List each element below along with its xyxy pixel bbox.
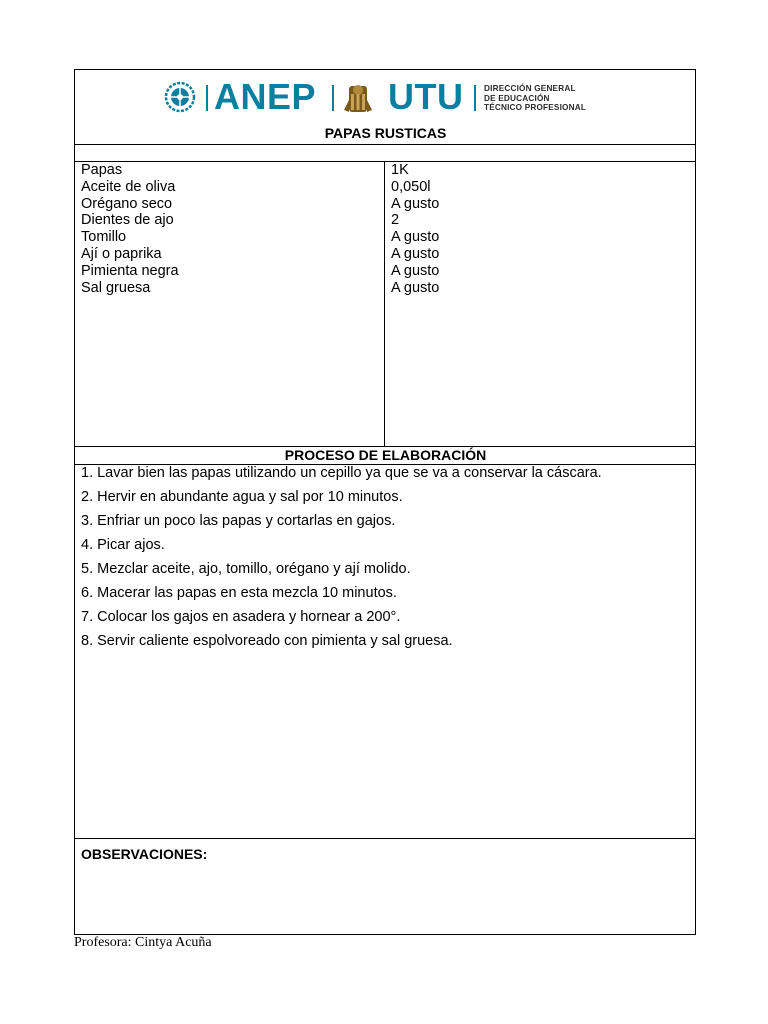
ingredient-name: Tomillo bbox=[81, 229, 127, 246]
ingredient-name: Orégano seco bbox=[81, 195, 173, 212]
utu-emblem-icon bbox=[340, 80, 376, 116]
direction-text: DIRECCIÓN GENERAL DE EDUCACIÓN TÉCNICO PROFESIONAL bbox=[484, 84, 587, 113]
teacher-credit: Profesora: Cintya Acuña bbox=[74, 935, 212, 950]
process-steps bbox=[81, 465, 602, 657]
anep-logo-text: ANEP bbox=[214, 76, 317, 117]
ingredient-amount: A gusto bbox=[391, 229, 440, 246]
recipe-title: PAPAS RUSTICAS bbox=[324, 125, 447, 141]
uruguay-seal-icon bbox=[164, 81, 196, 113]
ingredient-amount: 0,050l bbox=[391, 178, 431, 195]
logo-separator bbox=[206, 85, 208, 111]
ingredient-name: Sal gruesa bbox=[81, 279, 151, 296]
ingredient-amount: A gusto bbox=[391, 195, 440, 212]
institution-logo-header bbox=[162, 76, 592, 117]
logo-separator bbox=[332, 85, 334, 111]
ingredient-name: Aceite de oliva bbox=[81, 178, 176, 195]
process-step: 6. Macerar las papas en esta mezcla 10 minutos. bbox=[81, 585, 397, 601]
ingredient-amount: 1K bbox=[391, 162, 409, 178]
process-step: 2. Hervir en abundante agua y sal por 10 minutos. bbox=[81, 489, 403, 505]
ingredients-column-divider bbox=[384, 161, 385, 447]
process-step: 5. Mezclar aceite, ajo, tomillo, orégano y ají molido. bbox=[81, 561, 411, 577]
logo-separator bbox=[474, 85, 476, 111]
ingredient-names bbox=[81, 162, 179, 296]
process-step: 7. Colocar los gajos en asadera y hornear a 200°. bbox=[81, 609, 401, 625]
divider-observations bbox=[75, 838, 696, 839]
ingredient-amount: A gusto bbox=[391, 245, 440, 262]
ingredient-name: Pimienta negra bbox=[81, 262, 179, 279]
process-step: 8. Servir caliente espolvoreado con pimienta y sal gruesa. bbox=[81, 633, 453, 649]
ingredient-amount: A gusto bbox=[391, 279, 440, 296]
ingredient-amount: 2 bbox=[391, 212, 400, 229]
ingredient-amounts bbox=[391, 162, 439, 296]
process-step: 4. Picar ajos. bbox=[81, 537, 165, 553]
utu-logo-text: UTU bbox=[388, 76, 464, 117]
process-step: 3. Enfriar un poco las papas y cortarlas en gajos. bbox=[81, 513, 396, 529]
divider-header bbox=[75, 144, 696, 145]
ingredient-name: Papas bbox=[81, 162, 123, 178]
process-title: PROCESO DE ELABORACIÓN bbox=[284, 447, 487, 463]
ingredient-name: Ají o paprika bbox=[81, 245, 162, 262]
observations-label: OBSERVACIONES: bbox=[81, 846, 208, 862]
ingredient-amount: A gusto bbox=[391, 262, 440, 279]
ingredient-name: Dientes de ajo bbox=[81, 212, 174, 229]
process-step: 1. Lavar bien las papas utilizando un cepillo ya que se va a conservar la cáscara. bbox=[81, 465, 602, 481]
